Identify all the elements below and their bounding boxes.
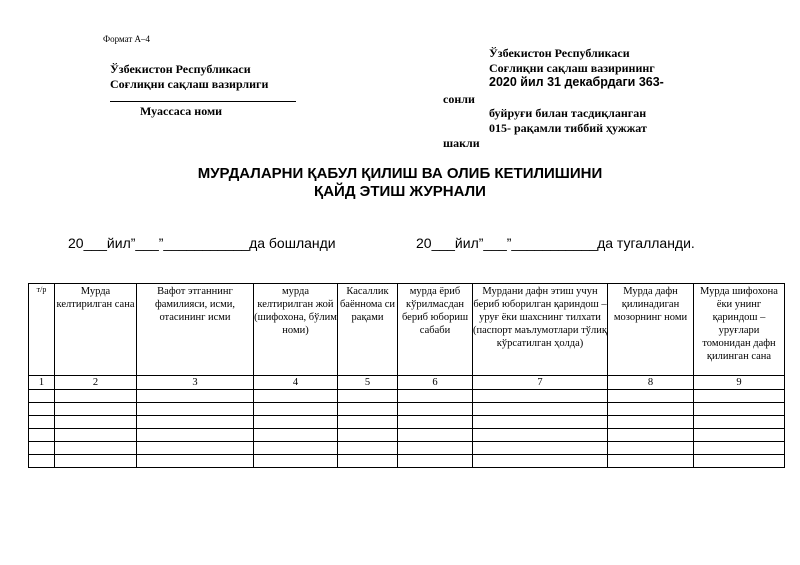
end-date-field: 20___йил”___”___________да тугалланди. — [416, 235, 695, 251]
column-header: мурда келтирилган жой (шифохона, бўлим номи) — [254, 284, 338, 376]
journal-table — [28, 283, 785, 468]
column-header: Касаллик баённома си рақами — [338, 284, 398, 376]
column-header: Мурда келтирилган сана — [55, 284, 137, 376]
approval-line-6: 015- рақамли тиббий ҳужжат — [489, 121, 647, 135]
column-header: Вафот этганнинг фамилияси, исми, отасининг исми — [137, 284, 254, 376]
institution-name-line — [110, 101, 296, 102]
column-header: т/р — [29, 284, 55, 376]
column-header: Мурда шифохона ёки унинг қариндош –уруғлари томонидан дафн қилинган сана — [694, 284, 785, 376]
table-row — [29, 429, 785, 442]
column-number: 6 — [398, 376, 473, 390]
column-number: 1 — [29, 376, 55, 390]
header-row — [29, 284, 785, 376]
column-header: мурда ёриб кўрилмасдан бериб юбориш сабаби — [398, 284, 473, 376]
column-number: 5 — [338, 376, 398, 390]
issuer-block — [110, 62, 268, 92]
approval-line-1: Ўзбекистон Республикаси — [489, 46, 630, 60]
column-number-row — [29, 376, 785, 390]
table-row — [29, 442, 785, 455]
column-number: 8 — [608, 376, 694, 390]
journal-title-line-1: МУРДАЛАРНИ ҚАБУЛ ҚИЛИШ ВА ОЛИБ КЕТИЛИШИНИ — [197, 165, 603, 182]
column-number: 3 — [137, 376, 254, 390]
table-row — [29, 403, 785, 416]
column-number: 9 — [694, 376, 785, 390]
start-date-field: 20___йил”___”___________да бошланди — [68, 235, 336, 251]
journal-title-line-2: ҚАЙД ЭТИШ ЖУРНАЛИ — [314, 183, 486, 200]
approval-line-3: 2020 йил 31 декабрдаги 363- — [489, 75, 664, 89]
ministry-name: Соғлиқни сақлаш вазирлиги — [110, 77, 269, 91]
approval-line-5: буйруғи билан тасдиқланган — [489, 106, 647, 120]
column-header: Мурдани дафн этиш учун бериб юборилган қариндош –уруғ ёки шахснинг тилхати (паспорт маълумотлари тўлиқ кўрсатилган ҳолда) — [473, 284, 608, 376]
approval-line-2: Соғлиқни сақлаш вазирининг — [489, 61, 655, 75]
format-label: Формат А–4 — [103, 34, 151, 44]
column-number: 2 — [55, 376, 137, 390]
country-name: Ўзбекистон Республикаси — [110, 62, 251, 76]
table-row — [29, 416, 785, 429]
table-row — [29, 390, 785, 403]
table-row — [29, 455, 785, 468]
column-header: Мурда дафн қилинадиган мозорнинг номи — [608, 284, 694, 376]
approval-line-7: шакли — [443, 136, 480, 150]
column-number: 4 — [254, 376, 338, 390]
column-number: 7 — [473, 376, 608, 390]
institution-label: Муассаса номи — [140, 104, 223, 118]
approval-line-4: сонли — [443, 92, 475, 106]
